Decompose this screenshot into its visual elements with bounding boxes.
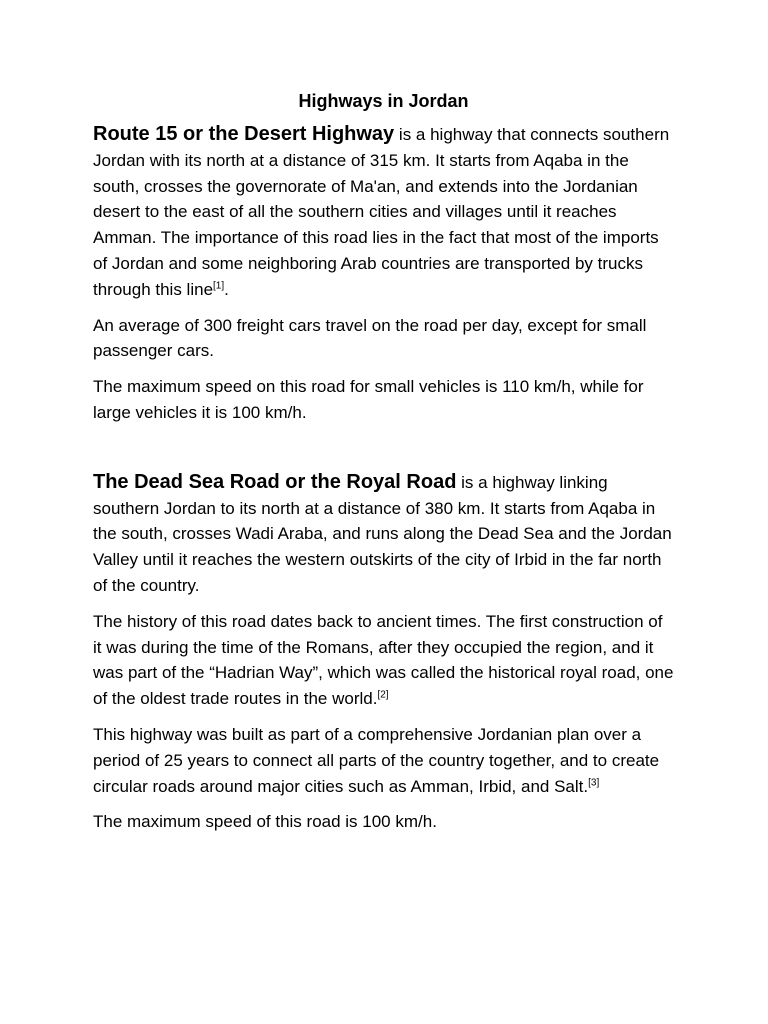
section1-p1-text: is a highway that connects southern Jordan with its north at a distance of 315 km. It starts from Aqaba in the south, crosses the governorate of Ma'an, and extends into the Jordanian desert to the east of all the southern cities and villages until it reaches Amman. The importance of this road lies in the fact that most of the imports of Jordan and some neighboring Arab countries are transported by trucks through this line (93, 125, 670, 299)
section1-heading: Route 15 or the Desert Highway (93, 123, 395, 145)
reference-2-link[interactable]: [2] (377, 689, 389, 701)
section1-p1-end: . (224, 279, 229, 299)
section2-p1-text: is a highway linking southern Jordan to its north at a distance of 380 km. It starts from Aqaba in the south, crosses Wadi Araba, and runs along the Dead Sea and the Jordan Valley until it reaches the western outskirts of the city of Irbid in the far north of the country. (93, 472, 672, 595)
section2-paragraph-4: The maximum speed of this road is 100 km/h. (93, 812, 437, 832)
section2-paragraph-3 (93, 722, 674, 799)
section2-p3-text: This highway was built as part of a comprehensive Jordanian plan over a period of 25 years to connect all parts of the country together, and to create circular roads around major cities such as Amman, Irbid, and Salt. (93, 724, 660, 796)
section1-paragraph-1 (93, 122, 674, 303)
reference-3-link[interactable]: [3] (588, 776, 600, 788)
section2-paragraph-2 (93, 609, 674, 712)
section2-paragraph-1 (93, 470, 674, 599)
document-title: Highways in Jordan (298, 91, 469, 111)
section2-heading: The Dead Sea Road or the Royal Road (93, 470, 457, 493)
section-spacer (93, 436, 674, 470)
section1-paragraph-3: The maximum speed on this road for small vehicles is 110 km/h, while for large vehicles it is 100 km/h. (93, 377, 644, 422)
section2-p2-text: The history of this road dates back to ancient times. The first construction of it was during the time of the Romans, after they occupied the region, and it was part of the “Hadrian Way”, which was called the historical royal road, one of the oldest trade routes in the world. (93, 611, 674, 709)
section1-paragraph-2: An average of 300 freight cars travel on the road per day, except for small passenger cars. (93, 315, 647, 361)
reference-1-link[interactable]: [1] (213, 280, 225, 292)
